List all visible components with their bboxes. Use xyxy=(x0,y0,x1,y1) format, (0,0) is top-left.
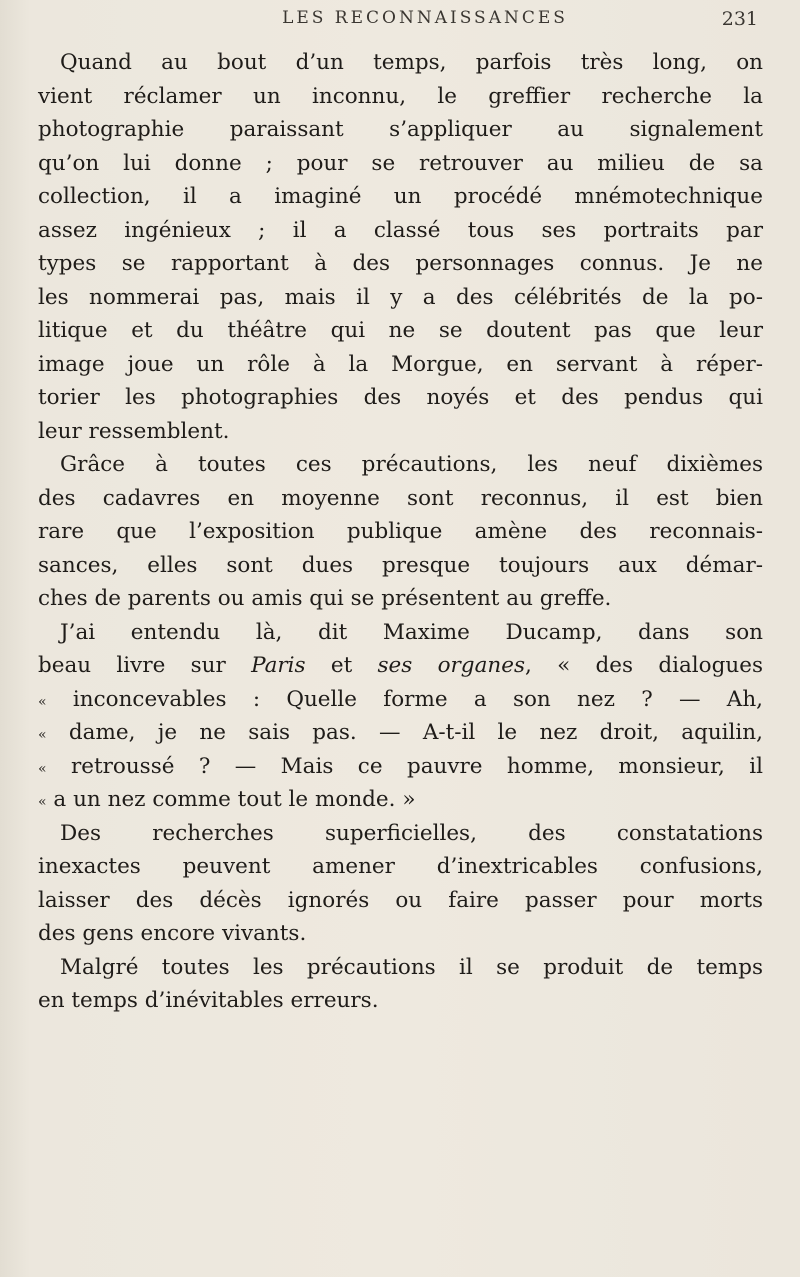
text-line: qu’on lui donne ; pour se retrouver au milieu de sa xyxy=(38,150,763,176)
text-line: en temps d’inévitables erreurs. xyxy=(38,988,379,1013)
text-line: Grâce à toutes ces précautions, les neuf dixièmes xyxy=(60,452,763,477)
text-line: des gens encore vivants. xyxy=(38,921,307,946)
text-line: leur ressemblent. xyxy=(38,418,230,444)
quote-line xyxy=(38,750,763,784)
body-text xyxy=(38,46,763,1018)
quote-mark: « xyxy=(38,794,47,810)
text-line: ches de parents ou amis qui se présentent au greffe. xyxy=(38,586,612,611)
book-title-paris: Paris xyxy=(251,653,306,678)
quote-text: retroussé ? — Mais ce pauvre homme, monsieur, il xyxy=(70,753,763,779)
quote-text: a un nez comme tout le monde. » xyxy=(53,787,416,812)
paragraph-2 xyxy=(38,448,763,616)
quote-mark: « xyxy=(38,727,47,743)
text-line: types se rapportant à des personnages connus. Je ne xyxy=(38,251,763,276)
page-number: 231 xyxy=(721,8,758,30)
quote-line xyxy=(38,783,763,817)
text-line: assez ingénieux ; il a classé tous ses portraits par xyxy=(38,217,763,243)
text-line: image joue un rôle à la Morgue, en servant à réper- xyxy=(38,351,763,377)
text-line: Quand au bout d’un temps, parfois très long, on xyxy=(60,50,763,75)
text-line: des cadavres en moyenne sont reconnus, il est bien xyxy=(38,485,763,511)
paragraph-5 xyxy=(38,951,763,1018)
book-title-organes: ses organes xyxy=(377,653,525,678)
text-line: inexactes peuvent amener d’inextricables confusions, xyxy=(38,854,763,879)
text-line: J’ai entendu là, dit Maxime Ducamp, dans son xyxy=(60,619,763,645)
text-line: les nommerai pas, mais il y a des célébrités de la po- xyxy=(38,284,763,310)
paragraph-4 xyxy=(38,817,763,951)
text-span: et xyxy=(305,653,378,678)
quote-text: dame, je ne sais pas. — A-t-il le nez droit, aquilin, xyxy=(68,720,763,745)
text-line: vient réclamer un inconnu, le greffier recherche la xyxy=(38,83,763,109)
text-line: sances, elles sont dues presque toujours aux démar- xyxy=(38,552,763,578)
quote-text: inconcevables : Quelle forme a son nez ? — Ah, xyxy=(72,686,763,712)
text-span: beau livre sur xyxy=(38,653,252,678)
quote-mark: « xyxy=(38,760,47,777)
text-line: torier les photographies des noyés et des pendus qui xyxy=(38,385,763,410)
text-line: Malgré toutes les précautions il se produit de temps xyxy=(60,954,763,980)
text-line: photographie paraissant s’appliquer au signalement xyxy=(38,117,763,142)
text-line: rare que l’exposition publique amène des reconnais- xyxy=(38,519,763,544)
running-title: LES RECONNAISSANCES xyxy=(282,8,568,28)
quote-mark: « xyxy=(38,693,47,710)
quote-line xyxy=(38,683,763,717)
text-line-with-titles xyxy=(38,649,763,683)
paragraph-3 xyxy=(38,616,763,817)
text-span: , « des dialogues xyxy=(525,653,763,678)
text-line: laisser des décès ignorés ou faire passer pour morts xyxy=(38,887,763,913)
text-line: litique et du théâtre qui ne se doutent pas que leur xyxy=(38,318,763,343)
text-line: Des recherches superficielles, des constatations xyxy=(60,820,763,846)
paragraph-1 xyxy=(38,46,763,448)
quote-line xyxy=(38,716,763,750)
running-head xyxy=(0,8,800,36)
text-line: collection, il a imaginé un procédé mnémotechnique xyxy=(38,184,763,209)
